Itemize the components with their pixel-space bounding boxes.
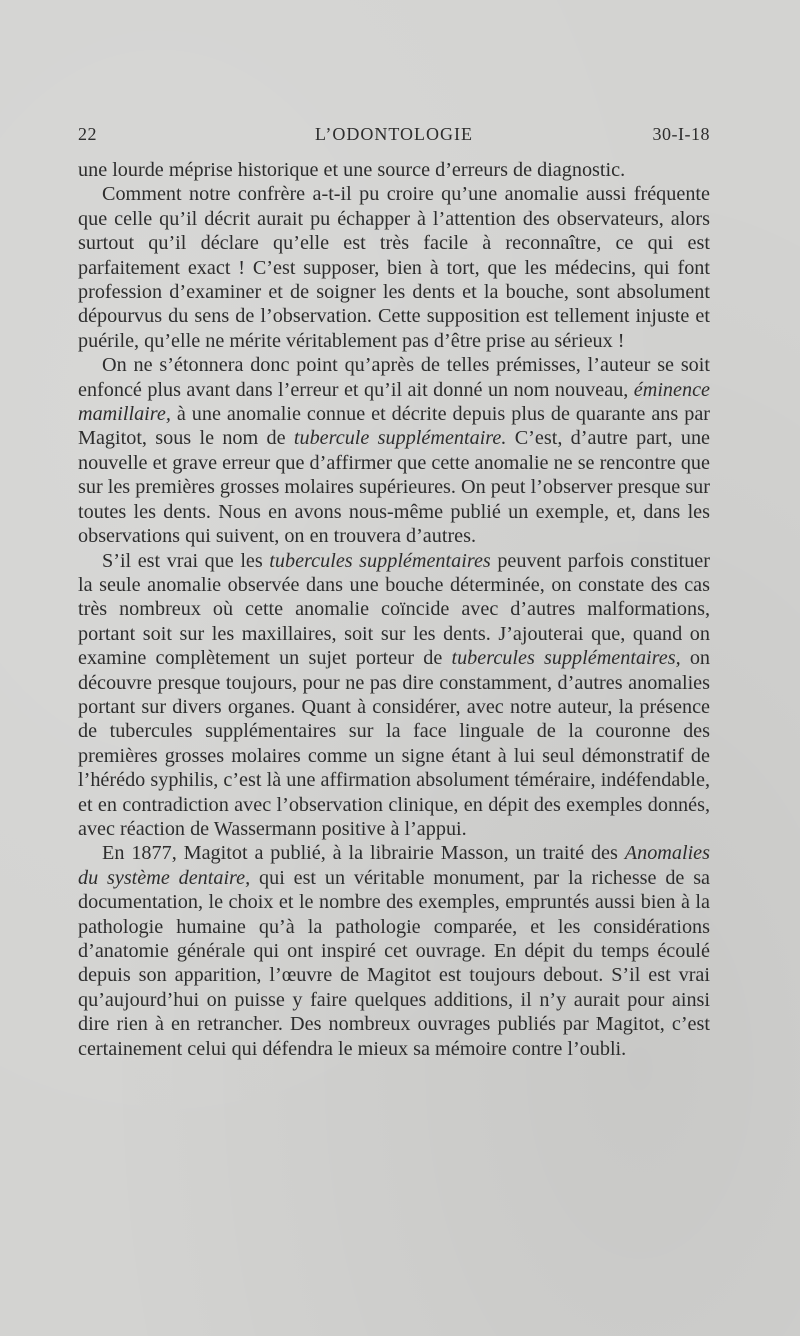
italic-term: Anomalies du système dentaire, — [78, 842, 710, 889]
text-run: On ne s’étonnera donc point qu’après de telles prémisses, l’auteur se soit enfoncé plus avant dans l’erreur et qu’il ait donné un nom nouveau, — [78, 354, 710, 401]
journal-title: L’ODONTOLOGIE — [315, 124, 473, 144]
page-number: 22 — [78, 124, 97, 144]
text-run: peuvent parfois constituer la seule anomalie observée dans une bouche déterminée, on constate des cas très nombreux où cette anomalie coïncide avec d’autres malformations, portant soit sur les maxillaires, soit sur les dents. J’ajouterai que, quand on examine complètement un sujet porteur de — [78, 549, 710, 670]
text-run: une lourde méprise historique et une source d’erreurs de diagnostic. — [78, 159, 626, 181]
text-run: on découvre presque toujours, pour ne pas dire constamment, d’autres anomalies portant sur divers organes. Quant à considérer, avec notre auteur, la présence de tubercules supplémentaires sur la face linguale de la couronne des premières grosses molaires comme un signe étant à lui seul démonstratif de l’hérédo syphilis, c’est là une affirmation absolument téméraire, indéfendable, et en contradiction avec l’observation clinique, en dépit des exemples donnés, avec réaction de Wassermann positive à l’appui. — [78, 647, 711, 840]
italic-term: tubercules supplémentaires — [269, 549, 491, 572]
issue-date: 30-I-18 — [652, 124, 710, 144]
italic-term: éminence mamillaire, — [78, 378, 710, 426]
paragraph-4 — [78, 841, 710, 1061]
italic-term: tubercule supplémentaire. — [293, 427, 507, 450]
paragraph-3 — [78, 549, 710, 842]
text-run: à une anomalie connue et décrite depuis plus de quarante ans par Magitot, sous le nom de — [78, 403, 710, 450]
text-run: C’est, d’autre part, une nouvelle et grave erreur que d’affirmer que cette anomalie ne se rencontre que sur les premières grosses molaires supérieures. On peut l’observer presque sur toutes les dents. Nous en avons nous-même publié un exemple, et, dans les observations qui suivent, on en trouvera d’autres. — [78, 427, 711, 548]
text-run: qui est un véritable monument, par la richesse de sa documentation, le choix et le nombre des exemples, empruntés aussi bien à la pathologie humaine qu’à la pathologie comparée, et les considérations d’anatomie générale qui ont inspiré cet ouvrage. En dépit du temps écoulé depuis son apparition, l’œuvre de Magitot est toujours debout. S’il est vrai qu’aujourd’hui on puisse y faire quelques additions, il n’y aurait pour ainsi dire rien à en retrancher. Des nombreux ouvrages publiés par Magitot, c’est certainement celui qui défendra le mieux sa mémoire contre l’oubli. — [78, 866, 711, 1060]
paragraph-2 — [78, 353, 710, 548]
text-run: S’il est vrai que les — [102, 549, 270, 572]
running-header — [78, 124, 710, 150]
italic-term: tubercules supplémentaires, — [451, 647, 681, 670]
text-run: Comment notre confrère a-t-il pu croire qu’une anomalie aussi fréquente que celle qu’il décrit aurait pu échapper à l’attention des observateurs, alors surtout qu’il déclare qu’elle est très facile à reconnaître, ce qui est parfaitement exact ! C’est supposer, bien à tort, que les médecins, qui font profession d’examiner et de soigner les dents et la bouche, sont absolument dépourvus du sens de l’observation. Cette supposition est tellement injuste et puérile, qu’elle ne mérite véritablement pas d’être prise au sérieux ! — [78, 183, 710, 352]
paragraph-1 — [78, 182, 710, 353]
text-run: En 1877, Magitot a publié, à la librairie Masson, un traité des — [102, 842, 625, 865]
paragraph-0 — [78, 158, 710, 182]
article-body — [78, 158, 710, 1061]
